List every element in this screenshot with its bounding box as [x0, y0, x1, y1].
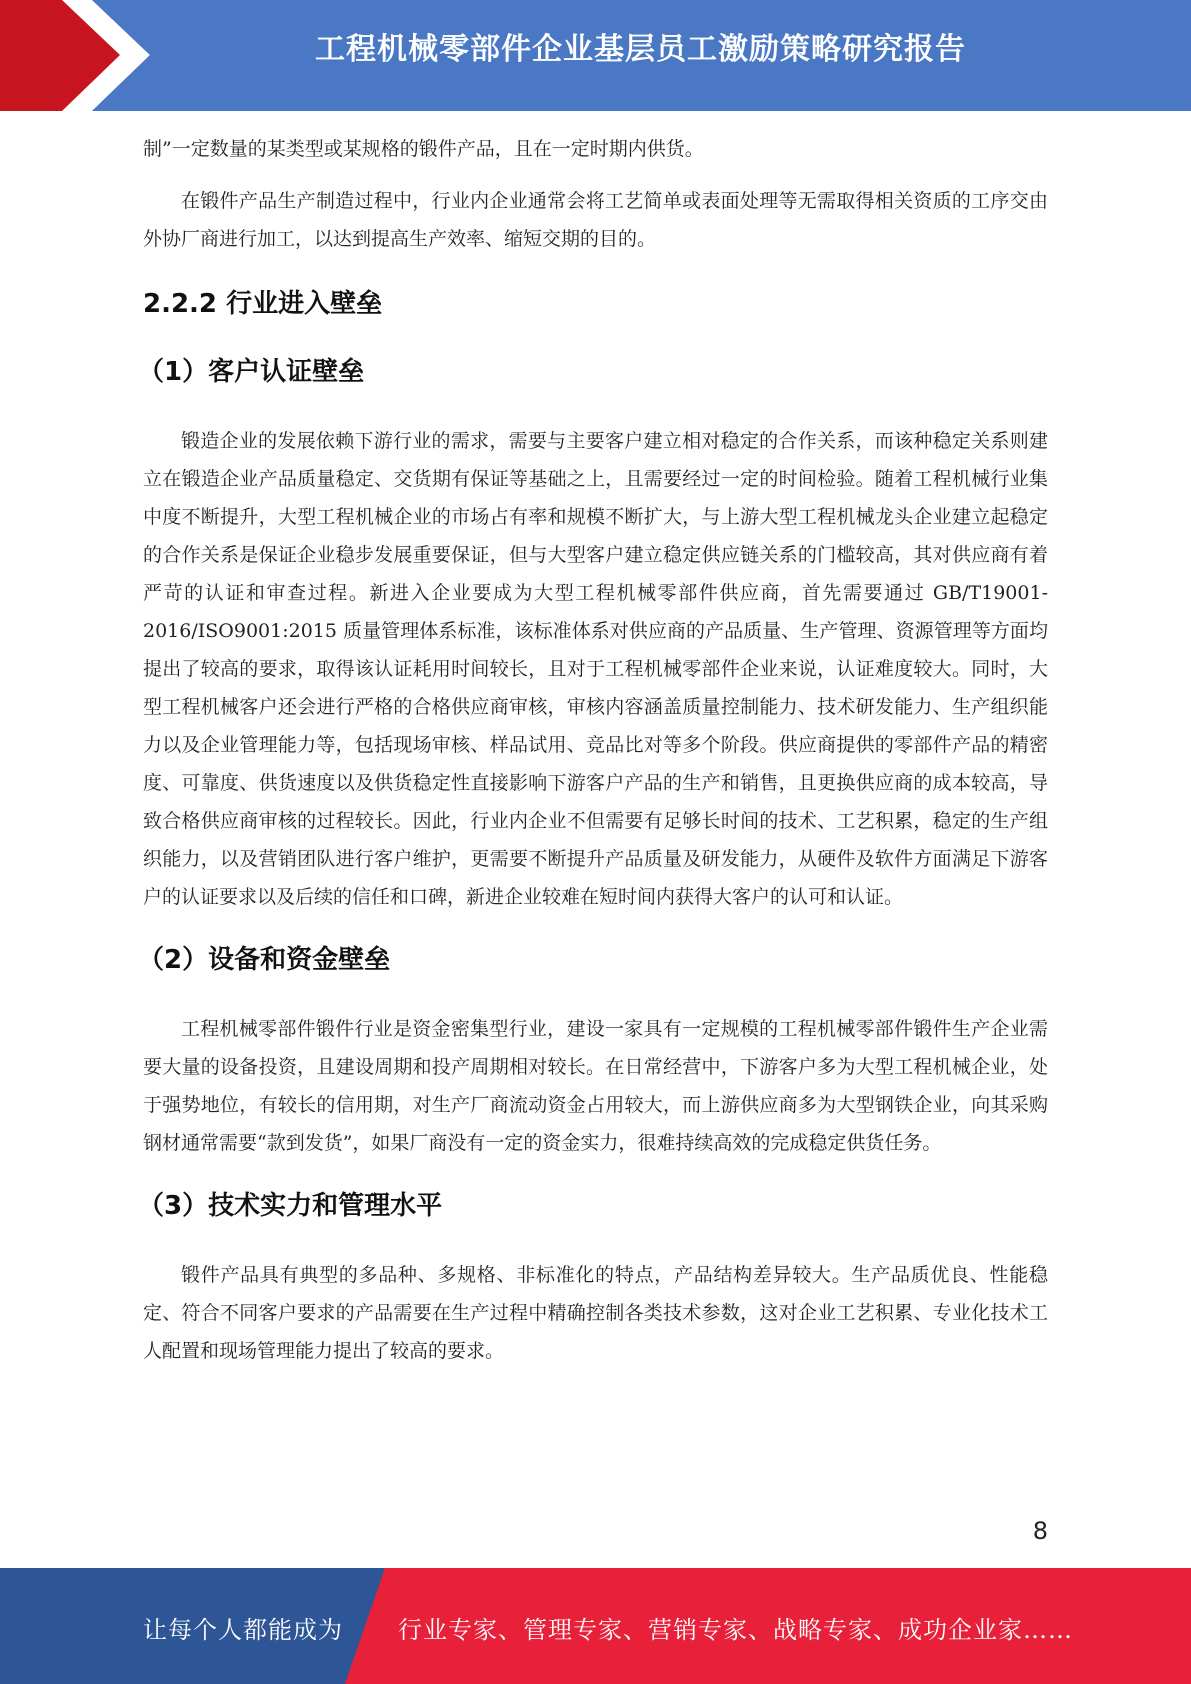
paragraph-customer-certification: 锻造企业的发展依赖下游行业的需求，需要与主要客户建立相对稳定的合作关系，而该种稳定关系则建立在锻造企业产品质量稳定、交货期有保证等基础之上，且需要经过一定的时间检验。随着工程机械行业集中度不断提升，大型工程机械企业的市场占有率和规模不断扩大，与上游大型工程机械龙头企业建立起稳定的合作关系是保证企业稳步发展重要保证，但与大型客户建立稳定供应链关系的门槛较高，其对供应商有着严苛的认证和审查过程。新进入企业要成为大型工程机械零部件供应商，首先需要通过 GB/T19001-2016/ISO9001:2015 质量管理体系标准，该标准体系对供应商的产品质量、生产管理、资源管理等方面均提出了较高的要求，取得该认证耗用时间较长，且对于工程机械零部件企业来说，认证难度较大。同时，大型工程机械客户还会进行严格的合格供应商审核，审核内容涵盖质量控制能力、技术研发能力、生产组织能力以及企业管理能力等，包括现场审核、样品试用、竞品比对等多个阶段。供应商提供的零部件产品的精密度、可靠度、供货速度以及供货稳定性直接影响下游客户产品的生产和销售，且更换供应商的成本较高，导致合格供应商审核的过程较长。因此，行业内企业不但需要有足够长时间的技术、工艺积累，稳定的生产组织能力，以及营销团队进行客户维护，更需要不断提升产品质量及研发能力，从硬件及软件方面满足下游客户的认证要求以及后续的信任和口碑，新进企业较难在短时间内获得大客户的认可和认证。 — [143, 430, 1048, 908]
footer-slogan-right: 行业专家、管理专家、营销专家、战略专家、成功企业家…… — [398, 1616, 1073, 1644]
page-content — [138, 130, 1048, 1370]
report-title: 工程机械零部件企业基层员工激励策略研究报告 — [315, 32, 966, 67]
paragraph-equipment-capital: 工程机械零部件锻件行业是资金密集型行业，建设一家具有一定规模的工程机械零部件锻件生产企业需要大量的设备投资，且建设周期和投产周期相对较长。在日常经营中，下游客户多为大型工程机械企业，处于强势地位，有较长的信用期，对生产厂商流动资金占用较大，而上游供应商多为大型钢铁企业，向其采购钢材通常需要“款到发货”，如果厂商没有一定的资金实力，很难持续高效的完成稳定供货任务。 — [143, 1018, 1048, 1154]
paragraph-continuation: 制”一定数量的某类型或某规格的锻件产品，且在一定时期内供货。 — [143, 138, 704, 160]
subsection-heading-3: （3）技术实力和管理水平 — [138, 1191, 443, 1221]
page-footer — [0, 1568, 1191, 1684]
footer-slogan-left: 让每个人都能成为 — [143, 1616, 343, 1644]
page-header — [0, 0, 1191, 111]
subsection-heading-1: （1）客户认证壁垒 — [138, 357, 365, 387]
paragraph-outsourcing: 在锻件产品生产制造过程中，行业内企业通常会将工艺简单或表面处理等无需取得相关资质的工序交由外协厂商进行加工，以达到提高生产效率、缩短交期的目的。 — [143, 190, 1048, 250]
paragraph-technology-management: 锻件产品具有典型的多品种、多规格、非标准化的特点，产品结构差异较大。生产品质优良、性能稳定、符合不同客户要求的产品需要在生产过程中精确控制各类技术参数，这对企业工艺积累、专业化技术工人配置和现场管理能力提出了较高的要求。 — [143, 1264, 1048, 1362]
page-number: 8 — [1032, 1517, 1048, 1545]
subsection-heading-2: （2）设备和资金壁垒 — [138, 945, 391, 975]
section-heading: 2.2.2 行业进入壁垒 — [143, 289, 383, 319]
